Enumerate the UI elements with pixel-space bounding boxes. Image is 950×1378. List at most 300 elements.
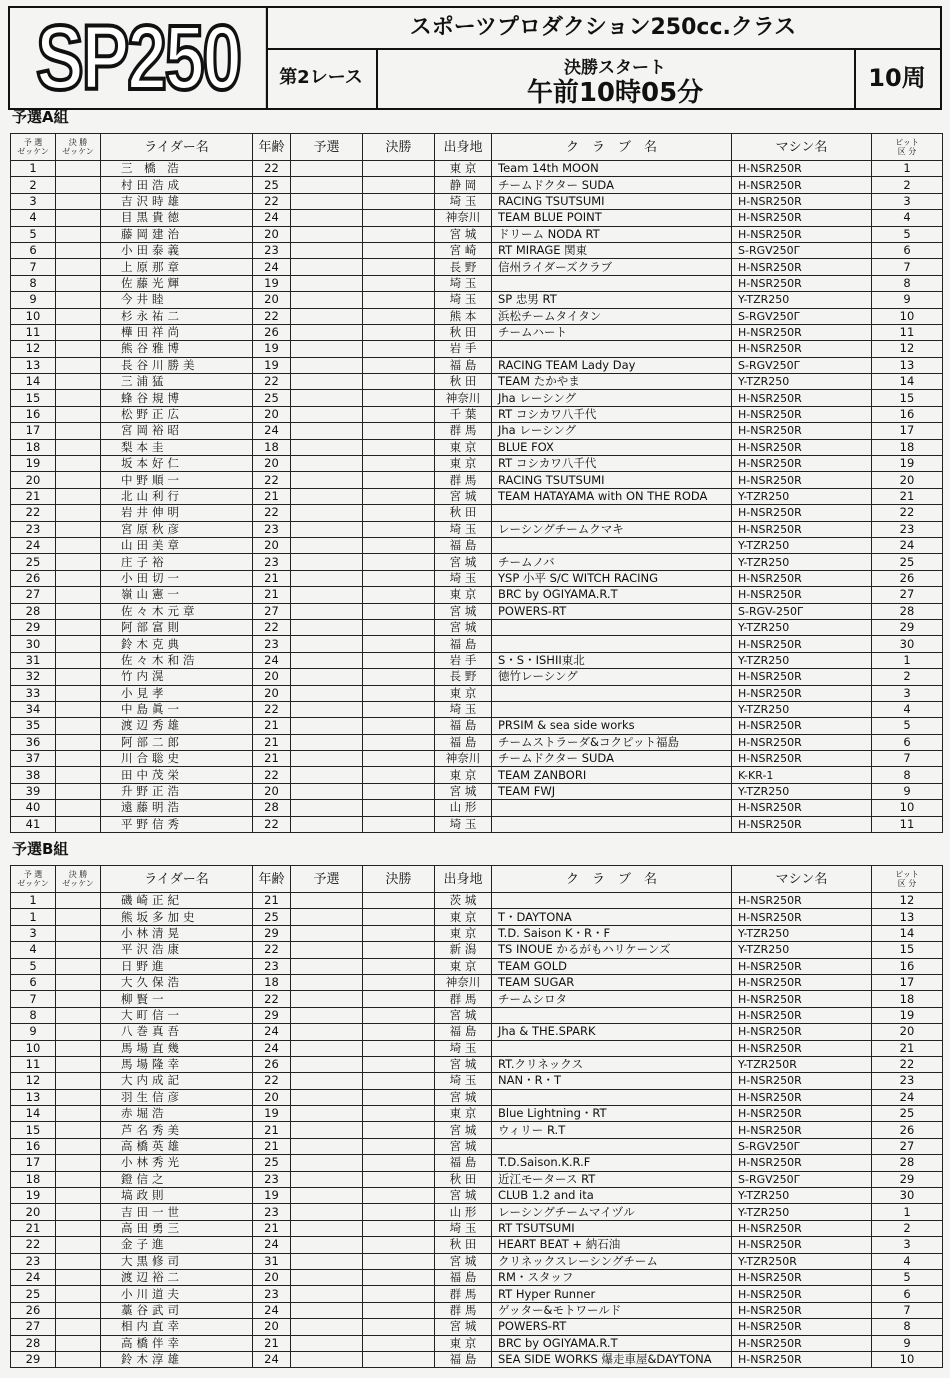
qual-number: 27 — [11, 587, 56, 603]
qual-result — [291, 488, 363, 504]
qual-number: 2 — [11, 177, 56, 193]
club-name — [492, 685, 732, 701]
hometown: 宮 城 — [435, 1188, 492, 1204]
final-result — [363, 374, 435, 390]
hometown: 福 島 — [435, 636, 492, 652]
rider-age: 20 — [253, 226, 291, 242]
table-row — [11, 324, 943, 340]
table-row — [11, 554, 943, 570]
qual-number: 36 — [11, 734, 56, 750]
final-number — [56, 958, 101, 974]
rider-name: 日野進 — [101, 958, 253, 974]
column-header-pit: ピット 区 分 — [872, 866, 943, 893]
club-name: POWERS-RT — [492, 1319, 732, 1335]
qual-number: 7 — [11, 991, 56, 1007]
rider-age: 20 — [253, 406, 291, 422]
column-header-pit: ピット 区 分 — [872, 134, 943, 161]
final-number — [56, 341, 101, 357]
table-row — [11, 603, 943, 619]
pit-area: 30 — [872, 1188, 943, 1204]
hometown: 埼 玉 — [435, 1040, 492, 1056]
machine-name: H-NSR250R — [732, 1237, 872, 1253]
rider-age: 21 — [253, 1220, 291, 1236]
final-result — [363, 718, 435, 734]
hometown: 山 形 — [435, 1204, 492, 1220]
table-row — [11, 161, 943, 177]
hometown: 群 馬 — [435, 1302, 492, 1318]
hometown: 群 馬 — [435, 423, 492, 439]
qual-number: 15 — [11, 390, 56, 406]
final-result — [363, 1171, 435, 1187]
final-number — [56, 1351, 101, 1367]
qual-result — [291, 603, 363, 619]
club-name: POWERS-RT — [492, 603, 732, 619]
table-row — [11, 406, 943, 422]
qual-result — [291, 1171, 363, 1187]
qual-number: 35 — [11, 718, 56, 734]
final-result — [363, 521, 435, 537]
final-number — [56, 1122, 101, 1138]
pit-area: 10 — [872, 800, 943, 816]
final-result — [363, 177, 435, 193]
final-number — [56, 324, 101, 340]
pit-area: 29 — [872, 619, 943, 635]
rider-age: 21 — [253, 1335, 291, 1351]
final-number — [56, 942, 101, 958]
hometown: 東 京 — [435, 685, 492, 701]
rider-age: 20 — [253, 537, 291, 553]
hometown: 千 葉 — [435, 406, 492, 422]
table-row — [11, 1056, 943, 1072]
rider-age: 29 — [253, 925, 291, 941]
race-header — [8, 6, 942, 110]
club-name — [492, 1089, 732, 1105]
qual-result — [291, 619, 363, 635]
machine-name: H-NSR250R — [732, 1122, 872, 1138]
rider-name: 阿部富則 — [101, 619, 253, 635]
final-result — [363, 751, 435, 767]
club-name: YSP 小平 S/C WITCH RACING — [492, 570, 732, 586]
pit-area: 9 — [872, 292, 943, 308]
qual-result — [291, 521, 363, 537]
club-name — [492, 701, 732, 717]
column-header-qual-no: 予 選 ゼッケン — [11, 866, 56, 893]
pit-area: 2 — [872, 177, 943, 193]
final-result — [363, 652, 435, 668]
rider-name: 山田美章 — [101, 537, 253, 553]
final-result — [363, 210, 435, 226]
final-result — [363, 669, 435, 685]
pit-area: 23 — [872, 1073, 943, 1089]
qual-number: 1 — [11, 909, 56, 925]
final-number — [56, 439, 101, 455]
rider-age: 22 — [253, 942, 291, 958]
club-name: ゲッター&モトワールド — [492, 1302, 732, 1318]
table-row — [11, 587, 943, 603]
qual-result — [291, 1122, 363, 1138]
final-number — [56, 193, 101, 209]
class-logo: SP250 — [10, 8, 267, 108]
hometown: 神奈川 — [435, 390, 492, 406]
final-result — [363, 893, 435, 909]
rider-age: 22 — [253, 505, 291, 521]
table-row — [11, 991, 943, 1007]
rider-age: 22 — [253, 991, 291, 1007]
club-name: NAN・R・T — [492, 1073, 732, 1089]
hometown: 秋 田 — [435, 324, 492, 340]
qual-result — [291, 423, 363, 439]
rider-name: 中野順一 — [101, 472, 253, 488]
final-number — [56, 783, 101, 799]
machine-name: Y-TZR250 — [732, 537, 872, 553]
rider-name: 庄子裕 — [101, 554, 253, 570]
rider-name: 杉永祐二 — [101, 308, 253, 324]
rider-name: 蜂谷規博 — [101, 390, 253, 406]
rider-age: 21 — [253, 488, 291, 504]
qual-result — [291, 669, 363, 685]
machine-name: H-NSR250R — [732, 275, 872, 291]
machine-name: Y-TZR250 — [732, 292, 872, 308]
hometown: 福 島 — [435, 1155, 492, 1171]
rider-age: 21 — [253, 751, 291, 767]
final-result — [363, 341, 435, 357]
qual-number: 1 — [11, 161, 56, 177]
final-number — [56, 1237, 101, 1253]
rider-name: 馬場直幾 — [101, 1040, 253, 1056]
machine-name: H-NSR250R — [732, 1351, 872, 1367]
final-result — [363, 958, 435, 974]
rider-age: 21 — [253, 1122, 291, 1138]
column-header-club: ク ラ ブ 名 — [492, 134, 732, 161]
rider-name: 佐藤光輝 — [101, 275, 253, 291]
final-result — [363, 406, 435, 422]
final-number — [56, 554, 101, 570]
table-row — [11, 1188, 943, 1204]
hometown: 東 京 — [435, 767, 492, 783]
final-result — [363, 1319, 435, 1335]
hometown: 東 京 — [435, 1106, 492, 1122]
rider-age: 22 — [253, 767, 291, 783]
qual-number: 10 — [11, 308, 56, 324]
hometown: 埼 玉 — [435, 1220, 492, 1236]
table-row — [11, 472, 943, 488]
club-name: チームノバ — [492, 554, 732, 570]
table-row — [11, 1269, 943, 1285]
final-result — [363, 1024, 435, 1040]
machine-name: H-NSR250R — [732, 193, 872, 209]
qual-number: 17 — [11, 423, 56, 439]
pit-area: 1 — [872, 1204, 943, 1220]
column-header-final: 決勝 — [363, 866, 435, 893]
qual-result — [291, 1253, 363, 1269]
final-start — [376, 48, 856, 108]
qual-number: 14 — [11, 1106, 56, 1122]
pit-area: 21 — [872, 488, 943, 504]
rider-name: 馬場隆幸 — [101, 1056, 253, 1072]
machine-name: H-NSR250R — [732, 909, 872, 925]
qual-result — [291, 226, 363, 242]
machine-name: H-NSR250R — [732, 505, 872, 521]
machine-name: H-NSR250R — [732, 1089, 872, 1105]
machine-name: H-NSR250R — [732, 751, 872, 767]
machine-name: H-NSR250R — [732, 1286, 872, 1302]
final-number — [56, 619, 101, 635]
club-name: チームハート — [492, 324, 732, 340]
rider-age: 24 — [253, 1237, 291, 1253]
rider-age: 18 — [253, 974, 291, 990]
final-result — [363, 925, 435, 941]
club-name — [492, 816, 732, 832]
club-name: SP 忠男 RT — [492, 292, 732, 308]
rider-name: 芦名秀美 — [101, 1122, 253, 1138]
rider-age: 26 — [253, 324, 291, 340]
machine-name: Y-TZR250 — [732, 488, 872, 504]
qual-result — [291, 1155, 363, 1171]
machine-name: Y-TZR250 — [732, 554, 872, 570]
column-header-final-no: 決 勝 ゼッケン — [56, 866, 101, 893]
machine-name: Y-TZR250 — [732, 701, 872, 717]
pit-area: 16 — [872, 958, 943, 974]
qual-result — [291, 909, 363, 925]
pit-area: 2 — [872, 1220, 943, 1236]
machine-name: H-NSR250R — [732, 1024, 872, 1040]
final-result — [363, 1007, 435, 1023]
hometown: 静 岡 — [435, 177, 492, 193]
club-name: RT MIRAGE 関東 — [492, 242, 732, 258]
hometown: 岩 手 — [435, 341, 492, 357]
qual-result — [291, 734, 363, 750]
column-header-home: 出身地 — [435, 134, 492, 161]
qual-number: 17 — [11, 1155, 56, 1171]
rider-name: 岩井伸明 — [101, 505, 253, 521]
qual-result — [291, 958, 363, 974]
qual-result — [291, 1351, 363, 1367]
club-name: TEAM HATAYAMA with ON THE RODA — [492, 488, 732, 504]
pit-area: 19 — [872, 1007, 943, 1023]
rider-name: 相内直幸 — [101, 1319, 253, 1335]
hometown: 宮 城 — [435, 783, 492, 799]
table-row — [11, 718, 943, 734]
qual-result — [291, 1007, 363, 1023]
final-result — [363, 1237, 435, 1253]
final-number — [56, 259, 101, 275]
table-row — [11, 767, 943, 783]
final-number — [56, 570, 101, 586]
qual-result — [291, 1073, 363, 1089]
final-result — [363, 767, 435, 783]
qual-number: 5 — [11, 958, 56, 974]
hometown: 埼 玉 — [435, 701, 492, 717]
rider-name: 嶺山憲一 — [101, 587, 253, 603]
qual-number: 41 — [11, 816, 56, 832]
rider-name: 吉沢時雄 — [101, 193, 253, 209]
club-name: TEAM ZANBORI — [492, 767, 732, 783]
club-name — [492, 537, 732, 553]
machine-name: H-NSR250R — [732, 893, 872, 909]
hometown: 岩 手 — [435, 652, 492, 668]
final-result — [363, 734, 435, 750]
pit-area: 7 — [872, 751, 943, 767]
table-row — [11, 1007, 943, 1023]
club-name: RM・スタッフ — [492, 1269, 732, 1285]
final-result — [363, 1188, 435, 1204]
final-number — [56, 816, 101, 832]
pit-area: 21 — [872, 1040, 943, 1056]
pit-area: 7 — [872, 259, 943, 275]
table-row — [11, 242, 943, 258]
machine-name: H-NSR250R — [732, 210, 872, 226]
hometown: 埼 玉 — [435, 1073, 492, 1089]
table-row — [11, 925, 943, 941]
club-name: レーシングチームマイヅル — [492, 1204, 732, 1220]
table-row — [11, 734, 943, 750]
hometown: 福 島 — [435, 537, 492, 553]
hometown: 山 形 — [435, 800, 492, 816]
rider-name: 吉田一世 — [101, 1204, 253, 1220]
rider-name: 磯崎正紀 — [101, 893, 253, 909]
qual-number: 16 — [11, 406, 56, 422]
column-header-machine: マシン名 — [732, 134, 872, 161]
qual-number: 5 — [11, 226, 56, 242]
rider-name: 目黒貴徳 — [101, 210, 253, 226]
final-result — [363, 423, 435, 439]
machine-name: H-NSR250R — [732, 226, 872, 242]
qual-number: 23 — [11, 1253, 56, 1269]
hometown: 宮 城 — [435, 1138, 492, 1154]
final-result — [363, 439, 435, 455]
rider-name: 鐙信之 — [101, 1171, 253, 1187]
final-result — [363, 505, 435, 521]
table-row — [11, 1319, 943, 1335]
pit-area: 9 — [872, 783, 943, 799]
pit-area: 29 — [872, 1171, 943, 1187]
table-header-row — [11, 134, 943, 161]
qual-result — [291, 974, 363, 990]
hometown: 長 野 — [435, 259, 492, 275]
final-number — [56, 909, 101, 925]
table-row — [11, 783, 943, 799]
qual-number: 3 — [11, 925, 56, 941]
hometown: 東 京 — [435, 958, 492, 974]
pit-area: 28 — [872, 1155, 943, 1171]
pit-area: 10 — [872, 1351, 943, 1367]
hometown: 埼 玉 — [435, 193, 492, 209]
rider-age: 21 — [253, 893, 291, 909]
pit-area: 12 — [872, 341, 943, 357]
final-number — [56, 456, 101, 472]
machine-name: H-NSR250R — [732, 669, 872, 685]
pit-area: 8 — [872, 767, 943, 783]
final-result — [363, 800, 435, 816]
table-row — [11, 275, 943, 291]
table-row — [11, 751, 943, 767]
hometown: 福 島 — [435, 1269, 492, 1285]
final-number — [56, 603, 101, 619]
rider-age: 22 — [253, 472, 291, 488]
qual-number: 28 — [11, 1335, 56, 1351]
table-row — [11, 1237, 943, 1253]
group-b-table — [10, 865, 943, 1368]
final-result — [363, 942, 435, 958]
final-result — [363, 701, 435, 717]
rider-name: 坂本好仁 — [101, 456, 253, 472]
qual-result — [291, 292, 363, 308]
qual-result — [291, 685, 363, 701]
pit-area: 5 — [872, 718, 943, 734]
hometown: 福 島 — [435, 1351, 492, 1367]
qual-number: 30 — [11, 636, 56, 652]
rider-age: 23 — [253, 958, 291, 974]
hometown: 東 京 — [435, 439, 492, 455]
machine-name: Y-TZR250R — [732, 1056, 872, 1072]
rider-name: 金子進 — [101, 1237, 253, 1253]
qual-result — [291, 1204, 363, 1220]
rider-name: 平沢浩康 — [101, 942, 253, 958]
rider-name: 小田泰義 — [101, 242, 253, 258]
pit-area: 6 — [872, 1286, 943, 1302]
club-name — [492, 1138, 732, 1154]
table-row — [11, 1106, 943, 1122]
hometown: 宮 城 — [435, 488, 492, 504]
machine-name: H-NSR250R — [732, 718, 872, 734]
table-row — [11, 909, 943, 925]
machine-name: H-NSR250R — [732, 341, 872, 357]
pit-area: 27 — [872, 587, 943, 603]
qual-number: 6 — [11, 974, 56, 990]
table-row — [11, 193, 943, 209]
rider-name: 中島眞一 — [101, 701, 253, 717]
pit-area: 7 — [872, 1302, 943, 1318]
club-name: TEAM BLUE POINT — [492, 210, 732, 226]
machine-name: S-RGV250Γ — [732, 1138, 872, 1154]
machine-name: H-NSR250R — [732, 1302, 872, 1318]
hometown: 新 潟 — [435, 942, 492, 958]
rider-age: 20 — [253, 685, 291, 701]
table-row — [11, 942, 943, 958]
table-row — [11, 800, 943, 816]
pit-area: 5 — [872, 1269, 943, 1285]
club-name: 信州ライダーズクラブ — [492, 259, 732, 275]
final-number — [56, 1024, 101, 1040]
club-name: Jha & THE.SPARK — [492, 1024, 732, 1040]
table-row — [11, 1335, 943, 1351]
table-row — [11, 1155, 943, 1171]
final-result — [363, 636, 435, 652]
rider-age: 24 — [253, 210, 291, 226]
qual-result — [291, 308, 363, 324]
pit-area: 20 — [872, 1024, 943, 1040]
club-name: PRSIM & sea side works — [492, 718, 732, 734]
machine-name: H-NSR250R — [732, 1007, 872, 1023]
table-row — [11, 570, 943, 586]
qual-result — [291, 942, 363, 958]
qual-result — [291, 816, 363, 832]
qual-result — [291, 374, 363, 390]
club-name: RACING TSUTSUMI — [492, 472, 732, 488]
qual-result — [291, 1188, 363, 1204]
rider-name: 梨本圭 — [101, 439, 253, 455]
rider-name: 長谷川勝美 — [101, 357, 253, 373]
rider-age: 28 — [253, 800, 291, 816]
machine-name: H-NSR250R — [732, 800, 872, 816]
rider-age: 19 — [253, 357, 291, 373]
pit-area: 17 — [872, 423, 943, 439]
hometown: 秋 田 — [435, 374, 492, 390]
hometown: 宮 城 — [435, 603, 492, 619]
rider-age: 21 — [253, 570, 291, 586]
machine-name: H-NSR250R — [732, 439, 872, 455]
rider-name: 大町信一 — [101, 1007, 253, 1023]
